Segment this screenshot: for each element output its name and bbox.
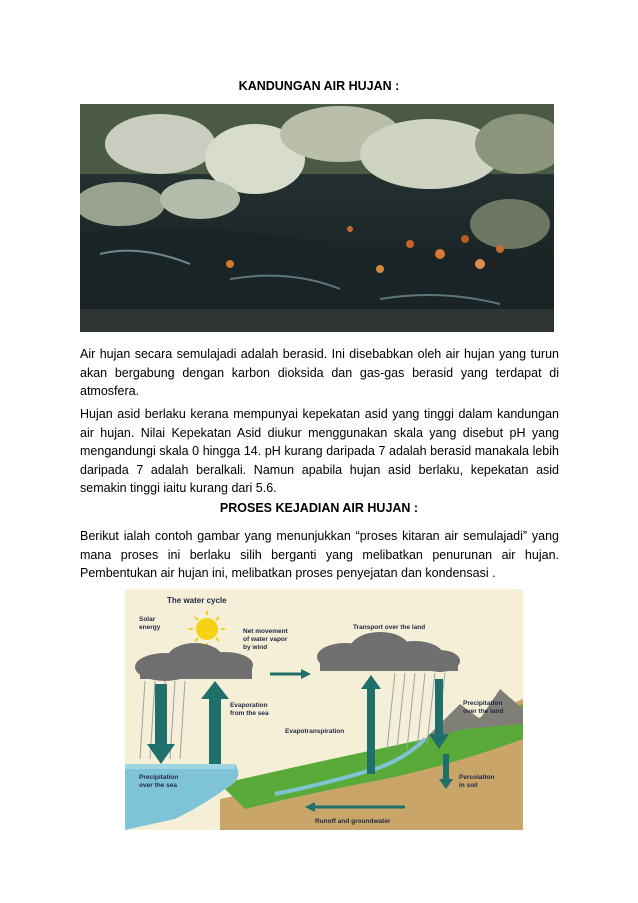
paragraph-2: Hujan asid berlaku kerana mempunyai kepekatan asid yang tinggi dalam kandungan air hujan. Nilai Kepekatan Asid diukur menggunakan skala yang disebut pH yang mengandungi skala 0 hingga 14. pH kurang daripada 7 adalah berasid manakala lebih daripada 7 adalah beralkali. Namun apabila hujan asid berlaku, kepekatan asid semakin tinggi iaitu kurang dari 5.6. [80,407,559,495]
label-solar-1: Solar [139,616,156,623]
paragraph-1: Air hujan secara semulajadi adalah berasid. Ini disebabkan oleh air hujan yang turun akan bergabung dengan karbon dioksida dan gas-gas berasid yang terdapat di atmosfera. [80,347,559,398]
label-percolation-2: in soil [459,782,478,789]
label-precip-land-1: Precipitation [463,700,503,707]
paragraph-3: Berikut ialah contoh gambar yang menunjukkan “proses kitaran air semulajadi” yang mana proses ini berlaku silih berganti yang melibatkan penurunan air hujan. Pembentukan air hujan ini, melibatkan proses penyejatan dan kondensasi . [80,529,559,580]
label-evaporation-2: from the sea [230,710,269,717]
label-net-2: of water vapor [243,636,288,643]
label-net-3: by wind [243,644,268,651]
section-subheading: PROSES KEJADIAN AIR HUJAN : [219,501,419,515]
label-precip-sea-1: Precipitation [139,774,179,781]
section-heading: KANDUNGAN AIR HUJAN : [238,79,400,93]
label-precip-sea-2: over the sea [139,782,177,789]
label-runoff: Runoff and groundwater [315,818,391,825]
label-precip-land-2: over the land [463,708,504,715]
stream-photo [80,104,554,332]
label-solar-2: energy [139,624,161,631]
label-evapotranspiration: Evapotranspiration [285,728,345,735]
label-transport: Transport over the land [353,624,426,631]
water-cycle-illustration [125,589,523,830]
stream-photo-image [80,104,554,332]
label-percolation-1: Percolation [459,774,495,781]
label-net-1: Net movement [243,628,288,635]
water-cycle-diagram [125,589,523,830]
label-evaporation-1: Evaporation [230,702,268,709]
diagram-title: The water cycle [167,596,227,605]
